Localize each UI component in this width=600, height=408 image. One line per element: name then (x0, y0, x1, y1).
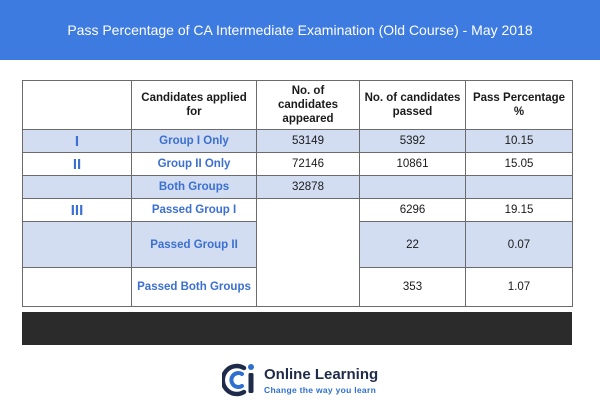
row-label: Both Groups (132, 176, 257, 199)
brand-name: Online Learning (264, 366, 379, 383)
percent-cell: 19.15 (466, 199, 573, 222)
brand-mark-icon (222, 362, 258, 398)
table-header-row (23, 81, 573, 130)
percent-cell: 0.07 (466, 222, 573, 268)
table-row (23, 130, 573, 153)
percent-cell: 10.15 (466, 130, 573, 153)
row-numeral: II (23, 153, 132, 176)
column-header-percentage: Pass Percentage % (466, 81, 573, 130)
percent-cell: 15.05 (466, 153, 573, 176)
passed-cell: 10861 (360, 153, 466, 176)
percent-cell (466, 176, 573, 199)
appeared-cell: 32878 (257, 176, 360, 199)
row-numeral: I (23, 130, 132, 153)
results-table-wrap (22, 80, 572, 307)
row-label: Passed Group II (132, 222, 257, 268)
appeared-cell-merged (257, 199, 360, 307)
table-row (23, 153, 573, 176)
results-table (22, 80, 573, 307)
table-row (23, 199, 573, 222)
row-label: Group II Only (132, 153, 257, 176)
appeared-cell: 53149 (257, 130, 360, 153)
column-header-passed: No. of candidates passed (360, 81, 466, 130)
page-title: Pass Percentage of CA Intermediate Examination (Old Course) - May 2018 (67, 22, 533, 38)
row-numeral (23, 268, 132, 307)
column-header-blank (23, 81, 132, 130)
percent-cell: 1.07 (466, 268, 573, 307)
passed-cell (360, 176, 466, 199)
row-label: Passed Both Groups (132, 268, 257, 307)
column-header-candidates: Candidates applied for (132, 81, 257, 130)
passed-cell: 6296 (360, 199, 466, 222)
row-label: Group I Only (132, 130, 257, 153)
appeared-cell: 72146 (257, 153, 360, 176)
row-numeral (23, 176, 132, 199)
passed-cell: 5392 (360, 130, 466, 153)
row-label: Passed Group I (132, 199, 257, 222)
brand-tagline: Change the way you learn (264, 385, 377, 395)
page-banner (0, 0, 600, 60)
brand-logo (222, 360, 392, 400)
passed-cell: 22 (360, 222, 466, 268)
row-numeral (23, 222, 132, 268)
passed-cell: 353 (360, 268, 466, 307)
column-header-appeared: No. of candidates appeared (257, 81, 360, 130)
table-row (23, 176, 573, 199)
footer-bar (22, 312, 572, 345)
row-numeral: III (23, 199, 132, 222)
